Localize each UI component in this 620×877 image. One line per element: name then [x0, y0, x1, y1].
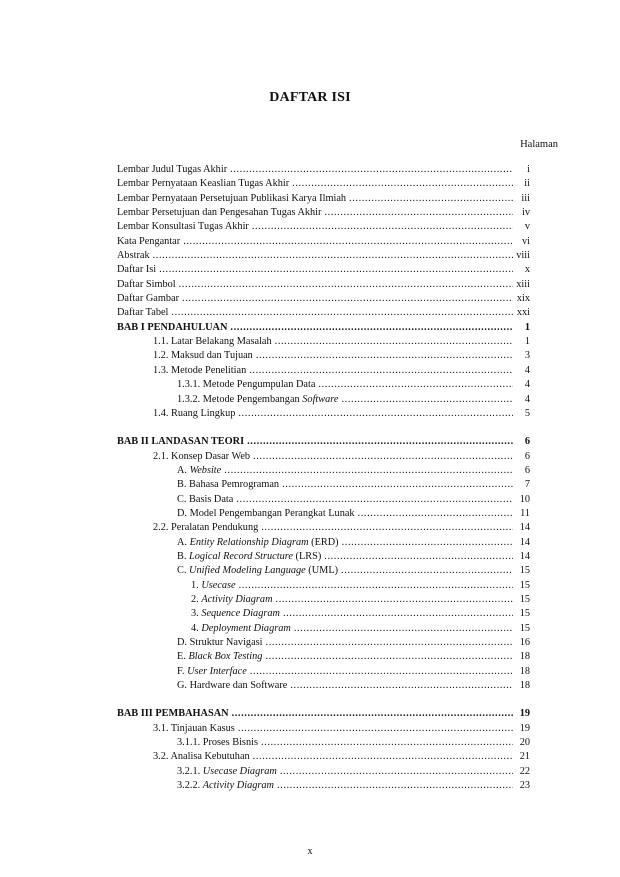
toc-page-number: 6	[524, 450, 530, 462]
dot-leader	[324, 550, 513, 564]
dot-leader	[341, 564, 513, 578]
toc-entry-text: A.	[177, 536, 188, 548]
toc-entry-label	[117, 321, 227, 335]
toc-entry-label	[117, 206, 321, 220]
toc-entry-abbreviation: (LRS)	[295, 550, 322, 562]
toc-entry-italic-term: Black Box Testing	[188, 651, 263, 663]
toc-entry	[117, 636, 530, 650]
dot-leader	[342, 393, 514, 407]
toc-entry-label	[117, 364, 246, 378]
toc-entry-text: D. Struktur Navigasi	[177, 637, 263, 648]
toc-entry-text: 3.	[191, 608, 199, 620]
toc-entry-italic-term: Usecase	[201, 579, 236, 591]
toc-page-number: 10	[519, 493, 530, 505]
toc-entry	[117, 192, 530, 206]
dot-leader	[290, 679, 513, 693]
toc-page-number: viii	[516, 250, 530, 262]
toc-entry	[117, 220, 530, 234]
dot-leader	[283, 607, 513, 621]
toc-entry	[117, 779, 530, 793]
toc-entry-text: B. Bahasa Pemrograman	[177, 479, 280, 491]
toc-page-number: xiii	[516, 278, 530, 290]
toc-entry	[117, 750, 530, 764]
toc-entry-text: Kata Pengantar	[117, 235, 181, 247]
dot-leader	[349, 192, 513, 206]
toc-entry	[117, 550, 530, 564]
toc-entry-label	[117, 507, 355, 521]
dot-leader	[253, 450, 513, 464]
toc-entry-label	[117, 636, 263, 650]
toc-entry	[117, 306, 530, 320]
toc-entry-label	[117, 564, 338, 578]
toc-entry	[117, 335, 530, 349]
toc-entry	[117, 378, 530, 392]
toc-entry	[117, 665, 530, 679]
toc-entry-text: G. Hardware dan Software	[177, 680, 288, 692]
toc-entry-label	[117, 478, 279, 492]
dot-leader	[294, 622, 513, 636]
toc-entry-italic-term: Activity Diagram	[201, 593, 273, 605]
toc-entry-label	[117, 493, 233, 507]
toc-page-number: 18	[519, 651, 530, 663]
toc-entry-label	[117, 163, 227, 177]
toc-entry-label	[117, 435, 244, 449]
toc-entry	[117, 249, 530, 263]
toc-page-number: 15	[519, 593, 530, 605]
toc-entry	[117, 707, 530, 721]
toc-page-number: 22	[519, 765, 530, 777]
toc-entry	[117, 278, 530, 292]
toc-page-number: 19	[519, 708, 530, 720]
dot-leader	[253, 750, 513, 764]
toc-entry-text: 1.4. Ruang Lingkup	[153, 407, 236, 419]
toc-entry-text: 1.2. Maksud dan Tujuan	[153, 350, 253, 362]
toc-entry-text: 1.	[191, 579, 199, 591]
toc-entry	[117, 622, 530, 636]
dot-leader	[261, 736, 513, 750]
dot-leader	[318, 378, 513, 392]
table-of-contents	[117, 163, 530, 793]
toc-entry-label	[117, 607, 280, 621]
toc-entry-label	[117, 536, 339, 550]
toc-entry	[117, 507, 530, 521]
toc-entry-text: Abstrak	[117, 250, 150, 262]
toc-entry-label	[117, 220, 249, 234]
toc-entry-label	[117, 464, 221, 478]
toc-page-number: 16	[519, 637, 530, 648]
toc-page-number: 7	[524, 479, 530, 491]
toc-entry-label	[117, 579, 236, 593]
toc-page-number: 15	[519, 622, 530, 634]
toc-entry-label	[117, 521, 258, 535]
toc-page-number: 4	[524, 364, 530, 376]
toc-entry	[117, 206, 530, 220]
toc-page-number: vi	[521, 235, 530, 247]
toc-entry-abbreviation: (ERD)	[311, 536, 339, 548]
toc-entry-label	[117, 750, 250, 764]
toc-entry-label	[117, 665, 247, 679]
toc-entry-text: C. Basis Data	[177, 493, 234, 505]
dot-leader	[236, 493, 513, 507]
toc-entry-italic-term: Logical Record Structure	[189, 550, 293, 562]
page-column-header: Halaman	[520, 139, 558, 150]
toc-entry-label	[117, 779, 274, 793]
toc-entry-abbreviation: (UML)	[308, 565, 339, 577]
dot-leader	[266, 636, 513, 650]
toc-entry-label	[117, 378, 315, 392]
dot-leader	[247, 435, 513, 449]
toc-entry	[117, 679, 530, 693]
toc-page-number: i	[527, 164, 530, 175]
toc-entry	[117, 177, 530, 191]
toc-page-number: 4	[524, 379, 530, 391]
toc-page-number: 15	[519, 579, 530, 591]
dot-leader	[276, 593, 513, 607]
toc-entry	[117, 263, 530, 277]
toc-page-number: v	[524, 221, 530, 233]
toc-entry-text: Daftar Simbol	[117, 278, 176, 290]
dot-leader	[277, 779, 513, 793]
toc-entry-label	[117, 278, 176, 292]
toc-entry-text: 3.1. Tinjauan Kasus	[153, 722, 235, 734]
toc-entry-italic-term: User Interface	[187, 665, 247, 677]
dot-leader	[230, 163, 513, 177]
toc-page-number: 15	[519, 608, 530, 620]
toc-entry	[117, 393, 530, 407]
toc-entry-text: BAB I PENDAHULUAN	[117, 321, 228, 333]
dot-leader	[324, 206, 513, 220]
toc-entry	[117, 321, 530, 335]
dot-leader	[358, 507, 513, 521]
dot-leader	[230, 321, 513, 335]
dot-leader	[183, 235, 513, 249]
toc-page-number: iv	[521, 207, 530, 219]
dot-leader	[292, 177, 513, 191]
toc-entry-label	[117, 722, 235, 736]
dot-leader	[342, 536, 513, 550]
toc-page-number: ii	[524, 178, 530, 190]
toc-entry	[117, 536, 530, 550]
toc-entry-label	[117, 192, 346, 206]
toc-entry	[117, 163, 530, 177]
toc-entry-text: 3.2. Analisa Kebutuhan	[153, 751, 250, 763]
toc-page-number: 14	[519, 522, 530, 534]
toc-entry-text: E.	[177, 651, 186, 663]
toc-entry	[117, 235, 530, 249]
dot-leader	[232, 707, 513, 721]
toc-entry-text: 1.3.2. Metode Pengembangan	[177, 393, 300, 405]
toc-page-number: 11	[520, 507, 530, 519]
toc-entry-text: 2.1. Konsep Dasar Web	[153, 450, 251, 462]
toc-entry-text: A.	[177, 464, 188, 476]
dot-leader	[171, 306, 513, 320]
dot-leader	[179, 278, 513, 292]
toc-entry-label	[117, 765, 277, 779]
toc-page-number: 3	[524, 350, 530, 362]
toc-entry	[117, 407, 530, 421]
toc-entry-italic-term: Unified Modeling Language	[189, 565, 306, 577]
toc-page-number: 14	[519, 550, 530, 562]
toc-entry-text: Daftar Isi	[117, 264, 157, 276]
toc-entry-label	[117, 263, 156, 277]
toc-entry-italic-term: Usecase Diagram	[202, 765, 277, 777]
toc-entry-label	[117, 349, 253, 363]
toc-entry-label	[117, 177, 289, 191]
toc-entry-text: B.	[177, 550, 187, 562]
toc-entry-italic-term: Website	[189, 464, 222, 476]
dot-leader	[261, 521, 513, 535]
toc-entry-text: D. Model Pengembangan Perangkat Lunak	[177, 507, 355, 519]
toc-entry-text: BAB III PEMBAHASAN	[117, 708, 229, 720]
toc-entry-text: 3.2.1.	[177, 765, 201, 777]
toc-entry-label	[117, 249, 150, 263]
dot-leader	[250, 665, 513, 679]
toc-page-number: 6	[524, 436, 530, 448]
toc-entry-label	[117, 393, 339, 407]
dot-leader	[159, 263, 513, 277]
toc-entry	[117, 650, 530, 664]
toc-entry-text: BAB II LANDASAN TEORI	[117, 436, 245, 448]
toc-page-number: 20	[519, 737, 530, 749]
toc-entry-label	[117, 650, 262, 664]
toc-entry-label	[117, 593, 273, 607]
toc-entry-text: C.	[177, 565, 187, 577]
toc-entry-italic-term: Entity Relationship Diagram	[189, 536, 309, 548]
dot-leader	[238, 407, 513, 421]
toc-entry-label	[117, 235, 180, 249]
dot-leader	[239, 579, 513, 593]
toc-entry-text: 3.1.1. Proses Bisnis	[177, 737, 258, 749]
toc-entry-text: 1.3. Metode Penelitian	[153, 364, 247, 376]
toc-entry-label	[117, 622, 291, 636]
toc-entry-text: 4.	[191, 622, 199, 634]
toc-entry	[117, 292, 530, 306]
toc-entry-text: 1.3.1. Metode Pengumpulan Data	[177, 379, 316, 391]
toc-entry-label	[117, 407, 235, 421]
toc-page-number: 21	[519, 751, 530, 763]
toc-page-number: xxi	[516, 307, 530, 319]
toc-page-number: 19	[519, 722, 530, 734]
toc-entry-text: Lembar Konsultasi Tugas Akhir	[117, 221, 249, 233]
toc-page-number: iii	[521, 192, 530, 204]
toc-entry-italic-term: Deployment Diagram	[201, 622, 291, 634]
toc-entry	[117, 722, 530, 736]
toc-entry-label	[117, 707, 229, 721]
toc-page-number: 23	[519, 780, 530, 792]
toc-entry-text: Lembar Pernyataan Keaslian Tugas Akhir	[117, 178, 290, 190]
toc-entry-label	[117, 292, 179, 306]
dot-leader	[224, 464, 513, 478]
toc-entry	[117, 736, 530, 750]
toc-entry	[117, 435, 530, 449]
toc-entry	[117, 493, 530, 507]
toc-page-number: xix	[516, 293, 530, 305]
toc-entry-text: 1.1. Latar Belakang Masalah	[153, 336, 272, 348]
page-number: x	[307, 846, 313, 857]
dot-leader	[280, 765, 513, 779]
toc-entry-text: Lembar Pernyataan Persetujuan Publikasi Karya Ilmiah	[117, 192, 347, 204]
toc-page-number: 18	[519, 665, 530, 677]
page-title: DAFTAR ISI	[269, 90, 351, 105]
toc-page-number: 18	[519, 680, 530, 692]
dot-leader	[182, 292, 513, 306]
dot-leader	[238, 722, 513, 736]
toc-entry-label	[117, 306, 168, 320]
toc-entry-text: F.	[177, 665, 185, 677]
toc-entry-text: 3.2.2.	[177, 780, 201, 792]
toc-entry-text: Lembar Persetujuan dan Pengesahan Tugas Akhir	[117, 207, 322, 219]
toc-entry	[117, 765, 530, 779]
toc-entry-text: Daftar Tabel	[117, 307, 169, 319]
toc-entry-label	[117, 450, 250, 464]
toc-entry-text: Daftar Gambar	[117, 293, 180, 305]
dot-leader	[252, 220, 513, 234]
toc-entry-label	[117, 550, 321, 564]
toc-entry-text: Lembar Judul Tugas Akhir	[117, 164, 228, 175]
dot-leader	[153, 249, 513, 263]
toc-entry-label	[117, 335, 272, 349]
toc-entry-italic-term: Sequence Diagram	[201, 608, 280, 620]
toc-page-number: 1	[524, 336, 530, 348]
toc-entry-text: 2.	[191, 593, 199, 605]
toc-page-number: 4	[524, 393, 530, 405]
toc-entry-label	[117, 679, 287, 693]
toc-page-number: 1	[524, 321, 530, 333]
toc-entry-label	[117, 736, 258, 750]
toc-entry	[117, 478, 530, 492]
toc-page-number: x	[524, 264, 530, 276]
toc-entry	[117, 464, 530, 478]
toc-page-number: 15	[519, 565, 530, 577]
toc-entry	[117, 349, 530, 363]
dot-leader	[275, 335, 513, 349]
toc-entry	[117, 607, 530, 621]
toc-entry-italic-term: Activity Diagram	[202, 780, 274, 792]
toc-entry-italic-term: Software	[302, 393, 339, 405]
toc-page-number: 5	[524, 407, 530, 419]
toc-entry-text: 2.2. Peralatan Pendukung	[153, 522, 259, 534]
toc-page-number: 6	[524, 464, 530, 476]
toc-page-number: 14	[519, 536, 530, 548]
toc-entry	[117, 521, 530, 535]
dot-leader	[256, 349, 513, 363]
toc-entry	[117, 364, 530, 378]
toc-entry	[117, 579, 530, 593]
toc-entry	[117, 564, 530, 578]
toc-entry	[117, 593, 530, 607]
dot-leader	[282, 478, 513, 492]
toc-entry	[117, 450, 530, 464]
dot-leader	[249, 364, 513, 378]
dot-leader	[265, 650, 513, 664]
